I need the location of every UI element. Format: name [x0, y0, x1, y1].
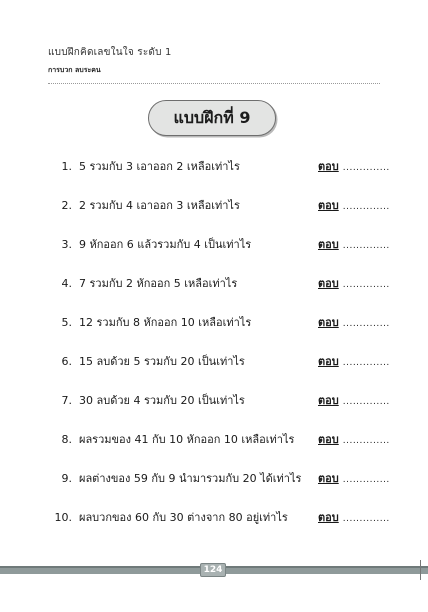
- book-title: แบบฝึกคิดเลขในใจ ระดับ 1: [48, 47, 172, 58]
- question-text: 15 ลบด้วย 5 รวมกับ 20 เป็นเท่าไร: [79, 355, 245, 368]
- question-row: [0, 157, 428, 177]
- answer-label: ตอบ: [318, 355, 339, 368]
- answer-blank[interactable]: ..............: [342, 163, 390, 173]
- answer-blank[interactable]: ..............: [342, 397, 390, 407]
- question-number: 2.: [61, 199, 72, 212]
- question-row: [0, 235, 428, 255]
- question-row: [0, 196, 428, 216]
- question-row: [0, 274, 428, 294]
- answer-field[interactable]: [318, 352, 390, 373]
- answer-label: ตอบ: [318, 160, 339, 173]
- question-text: ผลรวมของ 41 กับ 10 หักออก 10 เหลือเท่าไร: [79, 433, 295, 446]
- exercise-title: แบบฝึกที่ 9: [173, 107, 251, 127]
- question-number: 5.: [61, 316, 72, 329]
- answer-field[interactable]: [318, 430, 390, 451]
- answer-label: ตอบ: [318, 316, 339, 329]
- question-text: ผลต่างของ 59 กับ 9 นำมารวมกับ 20 ได้เท่าไร: [79, 472, 302, 485]
- answer-blank[interactable]: ..............: [342, 280, 390, 290]
- answer-field[interactable]: [318, 196, 390, 217]
- answer-label: ตอบ: [318, 394, 339, 407]
- question-text: 12 รวมกับ 8 หักออก 10 เหลือเท่าไร: [79, 316, 252, 329]
- chapter-subtitle: การบวก ลบระคน: [48, 66, 101, 74]
- answer-blank[interactable]: ..............: [342, 202, 390, 212]
- question-number: 9.: [61, 472, 72, 485]
- answer-label: ตอบ: [318, 277, 339, 290]
- page-edge-line: [420, 560, 421, 580]
- answer-field[interactable]: [318, 469, 390, 490]
- question-number: 6.: [61, 355, 72, 368]
- answer-label: ตอบ: [318, 238, 339, 251]
- header-divider: [48, 83, 380, 84]
- question-text: 5 รวมกับ 3 เอาออก 2 เหลือเท่าไร: [79, 160, 240, 173]
- exercise-title-badge: [148, 100, 276, 136]
- question-row: [0, 313, 428, 333]
- page-header: [48, 46, 388, 76]
- question-text: 2 รวมกับ 4 เอาออก 3 เหลือเท่าไร: [79, 199, 240, 212]
- answer-label: ตอบ: [318, 511, 339, 524]
- answer-blank[interactable]: ..............: [342, 514, 390, 524]
- answer-field[interactable]: [318, 508, 390, 529]
- question-text: 30 ลบด้วย 4 รวมกับ 20 เป็นเท่าไร: [79, 394, 245, 407]
- answer-blank[interactable]: ..............: [342, 241, 390, 251]
- answer-field[interactable]: [318, 157, 390, 178]
- question-row: [0, 391, 428, 411]
- question-row: [0, 430, 428, 450]
- answer-field[interactable]: [318, 235, 390, 256]
- answer-label: ตอบ: [318, 199, 339, 212]
- question-number: 10.: [54, 511, 72, 524]
- question-number: 8.: [61, 433, 72, 446]
- answer-blank[interactable]: ..............: [342, 358, 390, 368]
- question-number: 4.: [61, 277, 72, 290]
- answer-blank[interactable]: ..............: [342, 319, 390, 329]
- question-text: 7 รวมกับ 2 หักออก 5 เหลือเท่าไร: [79, 277, 238, 290]
- answer-field[interactable]: [318, 313, 390, 334]
- answer-blank[interactable]: ..............: [342, 436, 390, 446]
- question-row: [0, 352, 428, 372]
- question-text: ผลบวกของ 60 กับ 30 ต่างจาก 80 อยู่เท่าไร: [79, 511, 288, 524]
- question-number: 7.: [61, 394, 72, 407]
- answer-blank[interactable]: ..............: [342, 475, 390, 485]
- answer-label: ตอบ: [318, 433, 339, 446]
- question-row: [0, 469, 428, 489]
- answer-field[interactable]: [318, 274, 390, 295]
- page-number: 124: [203, 565, 223, 575]
- page-number-badge: [200, 563, 226, 577]
- question-number: 3.: [61, 238, 72, 251]
- question-text: 9 หักออก 6 แล้วรวมกับ 4 เป็นเท่าไร: [79, 238, 252, 251]
- question-row: [0, 508, 428, 528]
- question-number: 1.: [61, 160, 72, 173]
- answer-label: ตอบ: [318, 472, 339, 485]
- answer-field[interactable]: [318, 391, 390, 412]
